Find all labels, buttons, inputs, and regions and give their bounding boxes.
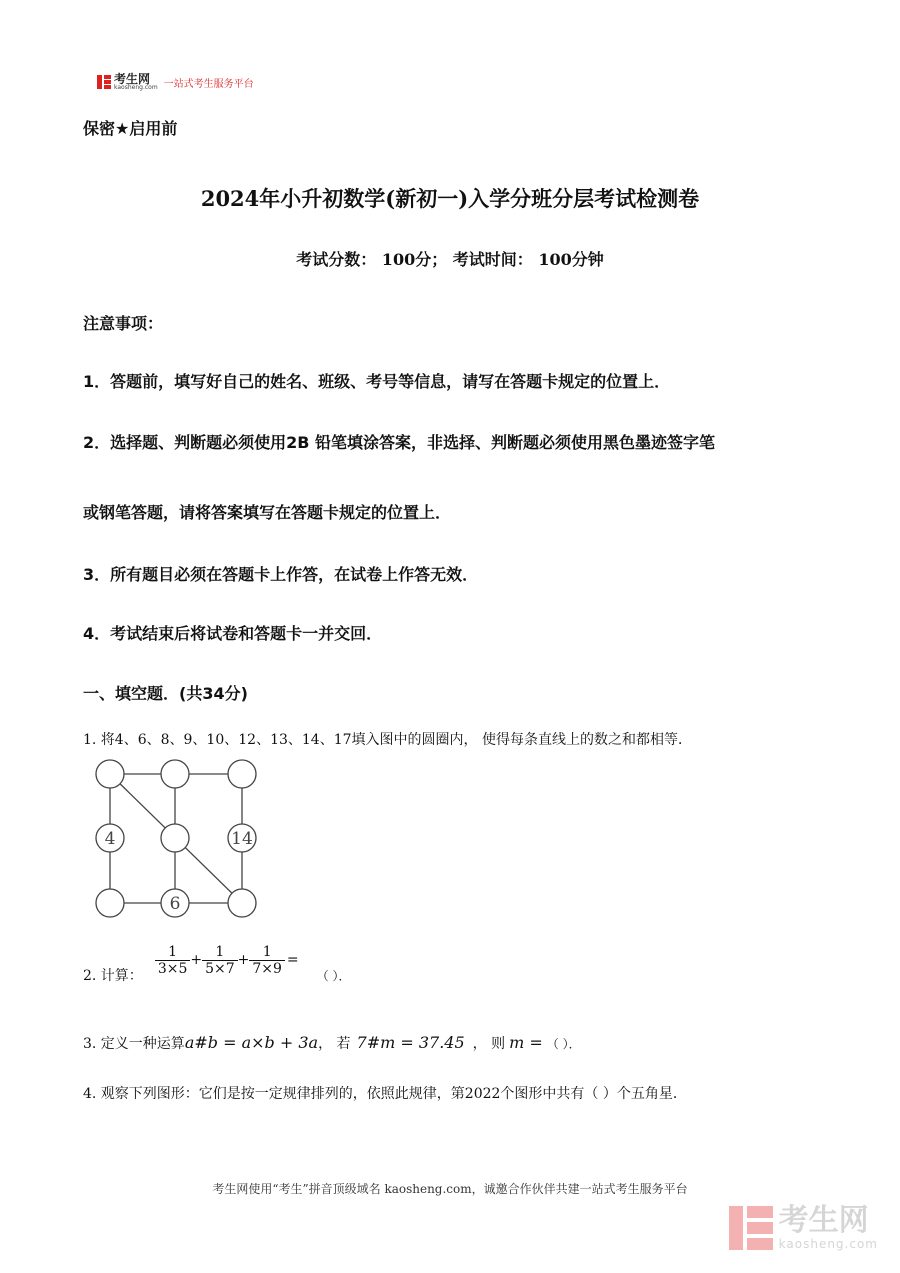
- notice-item-4: 4．考试结束后将试卷和答题卡一并交回．: [83, 624, 383, 643]
- circle-bottom-left: [96, 889, 124, 917]
- plus-sign-1: +: [190, 952, 203, 968]
- notice-heading: 注意事项：: [83, 314, 164, 333]
- question-3-middle: ， 若: [318, 1036, 351, 1052]
- logo-domain: kaosheng.com: [114, 84, 158, 91]
- notice-item-2: 2．选择题、判断题必须使用2B 铅笔填涂答案，非选择、判断题必须使用黑色墨迹签字笔: [83, 433, 716, 452]
- fraction-1: $\frac{1}{3\times 5}$: [155, 944, 191, 977]
- logo-mark-icon: [97, 75, 111, 89]
- question-1-text: 1. 将4、6、8、9、10、12、13、14、17填入图中的圆圈内， 使得每条直线上的数之和都相等．: [83, 732, 692, 748]
- question-2-answer: （ ）．: [316, 968, 351, 983]
- operation-definition: a#b = a×b + 3a: [184, 1033, 319, 1052]
- plus-sign-2: +: [237, 952, 250, 968]
- circle-bottom-right: [228, 889, 256, 917]
- notice-item-2-cont: 或钢笔答题，请将答案填写在答题卡规定的位置上．: [83, 503, 452, 522]
- circle-center: [161, 824, 189, 852]
- question-2-prefix: 2. 计算：: [83, 968, 143, 984]
- circle-label-4: 4: [104, 829, 116, 849]
- header-logo: [97, 73, 254, 91]
- exam-info: 考试分数： 100分； 考试时间： 100分钟: [296, 250, 604, 269]
- circle-top-left: [96, 760, 124, 788]
- logo-slogan: 一站式考生服务平台: [163, 78, 254, 90]
- operation-condition: 7#m = 37.45: [356, 1033, 465, 1052]
- question-3-prefix: 3. 定义一种运算: [83, 1036, 185, 1052]
- question-3-answer: （ ）．: [546, 1037, 581, 1051]
- question-2: [83, 935, 350, 985]
- notice-item-1: 1．答题前，填写好自己的姓名、班级、考号等信息，请写在答题卡规定的位置上．: [83, 372, 671, 391]
- circle-top-middle: [161, 760, 189, 788]
- confidential-label: 保密★启用前: [83, 119, 178, 138]
- section-heading: 一、填空题．(共34分): [83, 684, 248, 703]
- notice-item-3: 3．所有题目必须在答题卡上作答，在试卷上作答无效．: [83, 565, 479, 584]
- question-3: [83, 1033, 581, 1053]
- target-variable: m =: [509, 1033, 543, 1052]
- watermark-domain: kaosheng.com: [778, 1237, 878, 1251]
- circle-label-14: 14: [231, 829, 253, 849]
- fraction-3: $\frac{1}{7\times 9}$: [249, 944, 285, 977]
- circle-label-6: 6: [169, 894, 181, 914]
- question-1-figure: [90, 757, 260, 919]
- watermark: [729, 1205, 878, 1251]
- logo-name: 考生网: [114, 72, 151, 86]
- fraction-2: $\frac{1}{5\times 7}$: [202, 944, 238, 977]
- question-3-after: ， 则: [472, 1036, 506, 1052]
- page-title: 2024年小升初数学(新初一)入学分班分层考试检测卷: [200, 186, 700, 211]
- circle-top-right: [228, 760, 256, 788]
- watermark-name: 考生网: [778, 1203, 869, 1238]
- equals-sign: =: [286, 952, 299, 968]
- question-4-text: 4. 观察下列图形：它们是按一定规律排列的，依照此规律，第2022个图形中共有（ ）个五角星．: [83, 1086, 687, 1102]
- page-footer: 考生网使用“考生”拼音顶级域名 kaosheng.com，诚邀合作伙伴共建一站式考生服务平台: [212, 1182, 688, 1196]
- watermark-logo-icon: [729, 1206, 773, 1250]
